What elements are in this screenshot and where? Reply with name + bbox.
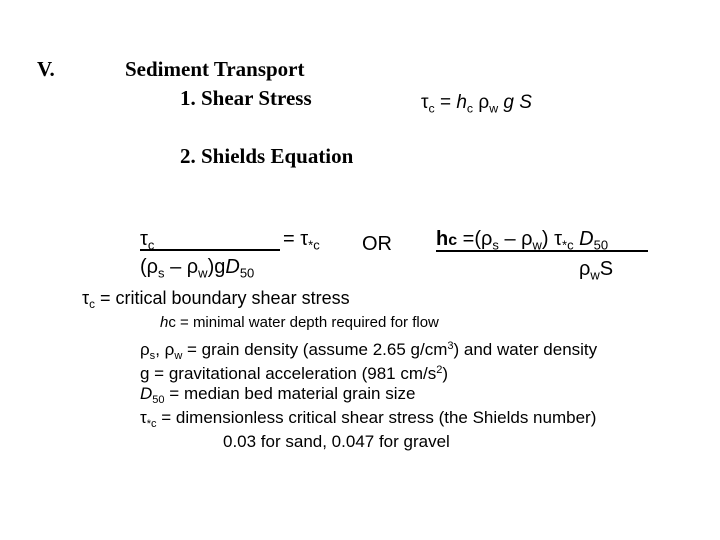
depth-denominator: $\rho_wS$ bbox=[579, 258, 614, 283]
section-numeral: V. bbox=[37, 57, 55, 81]
def-d50: $D_{50}$ = median bed material grain size bbox=[140, 384, 416, 406]
def-h-c: hc = minimal water depth required for flow bbox=[160, 314, 439, 331]
def-values: 0.03 for sand, 0.047 for gravel bbox=[223, 432, 450, 451]
shear-stress-equation: $\tau_c = h_c$ $\rho_w$ g S bbox=[421, 92, 532, 116]
def-shields-number: $\tau_{*c}$ = dimensionless critical shear stress (the Shields number) bbox=[140, 408, 597, 430]
definitions-list bbox=[140, 334, 597, 454]
def-densities: $\rho_s$, $\rho_w$ = grain density (assume 2.65 $g/cm^3$) and water density bbox=[140, 340, 598, 362]
item-shields-equation: 2. Shields Equation bbox=[180, 144, 354, 168]
def-gravity: g = gravitational acceleration (981 $cm/s^2$) bbox=[140, 364, 449, 384]
or-label: OR bbox=[362, 233, 392, 255]
shields-denominator: $(\rho_s - \rho_w)gD_{50}$ bbox=[140, 256, 255, 281]
section-title: Sediment Transport bbox=[125, 57, 305, 81]
depth-numerator: hc $=(\rho_s - \rho_w)$ $\tau_{*c}$ $D_{50}$ bbox=[436, 228, 609, 253]
shields-rhs: = $\tau_{*c}$ bbox=[283, 228, 320, 253]
shields-fraction-bar bbox=[140, 249, 280, 251]
item-shear-stress: 1. Shear Stress bbox=[180, 86, 312, 110]
depth-fraction-bar bbox=[436, 250, 648, 252]
shields-numerator: $\tau_c$ bbox=[140, 228, 155, 253]
def-tau-c: $\tau_c$ = critical boundary shear stress bbox=[82, 288, 350, 312]
